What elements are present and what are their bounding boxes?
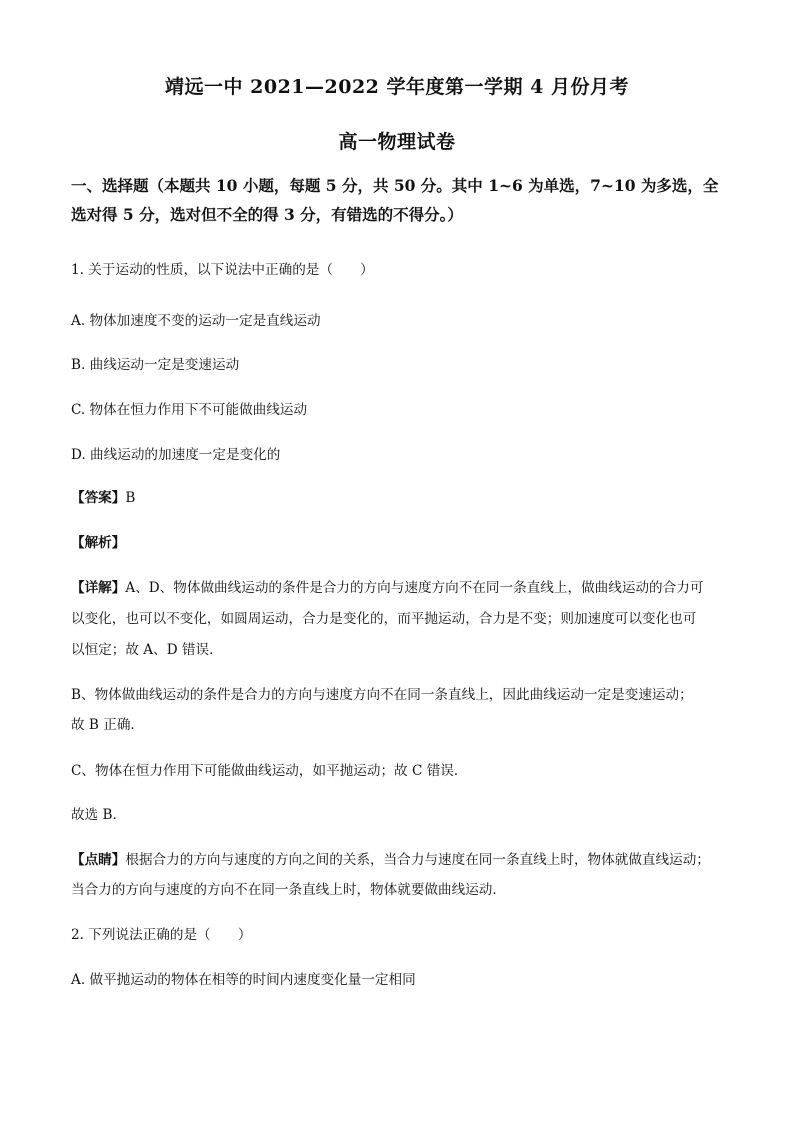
analysis-line	[71, 531, 125, 551]
question-1-option-d: D. 曲线运动的加速度一定是变化的	[71, 447, 281, 463]
question-1-option-c: C. 物体在恒力作用下不可能做曲线运动	[71, 402, 308, 418]
question-2-stem: 2. 下列说法正确的是（ ）	[71, 927, 252, 943]
answer-line	[71, 486, 135, 506]
choose-line: 故选 B．	[71, 807, 127, 823]
detail-tag: 【详解】	[71, 580, 126, 596]
comment-text-1: 根据合力的方向与速度的方向之间的关系，当合力与速度在同一条直线上时，物体就做直线运动；	[125, 852, 710, 868]
c-explanation-line: C、物体在恒力作用下可能做曲线运动，如平抛运动；故 C 错误．	[71, 763, 468, 779]
analysis-tag: 【解析】	[71, 535, 126, 551]
exam-title: 靖远一中 2021—2022 学年度第一学期 4 月份月考	[165, 76, 629, 98]
b-explanation-line-1: B、物体做曲线运动的条件是合力的方向与速度方向不在同一条直线上，因此曲线运动一定是变速运动；	[71, 687, 693, 703]
detail-text-1: A、D、物体做曲线运动的条件是合力的方向与速度方向不在同一条直线上，做曲线运动的合力可	[125, 580, 704, 596]
exam-subtitle: 高一物理试卷	[338, 131, 456, 153]
question-1-option-b: B. 曲线运动一定是变速运动	[71, 357, 240, 373]
question-1-stem: 1. 关于运动的性质，以下说法中正确的是（ ）	[71, 262, 374, 278]
comment-line-2: 当合力的方向与速度的方向不在同一条直线上时，物体就要做曲线运动．	[71, 882, 506, 898]
question-1-option-a: A. 物体加速度不变的运动一定是直线运动	[71, 313, 321, 329]
detail-line-2: 以变化，也可以不变化，如圆周运动，合力是变化的，而平抛运动，合力是不变；则加速度可以变化也可	[71, 611, 697, 627]
comment-line-1	[71, 848, 710, 868]
answer-value: B	[125, 490, 136, 506]
answer-tag: 【答案】	[71, 490, 126, 506]
detail-line-1	[71, 576, 703, 596]
b-explanation-line-2: 故 B 正确．	[71, 717, 145, 733]
comment-tag: 【点睛】	[71, 852, 126, 868]
question-2-option-a: A. 做平抛运动的物体在相等的时间内速度变化量一定相同	[71, 972, 416, 988]
detail-line-3: 以恒定；故 A、D 错误．	[71, 642, 223, 658]
section-heading: 一、选择题（本题共 10 小题，每题 5 分，共 50 分。其中 1~6 为单选，7~10 为多选，全选对得 5 分，选对但不全的得 3 分，有错选的不得分。）	[71, 176, 719, 224]
